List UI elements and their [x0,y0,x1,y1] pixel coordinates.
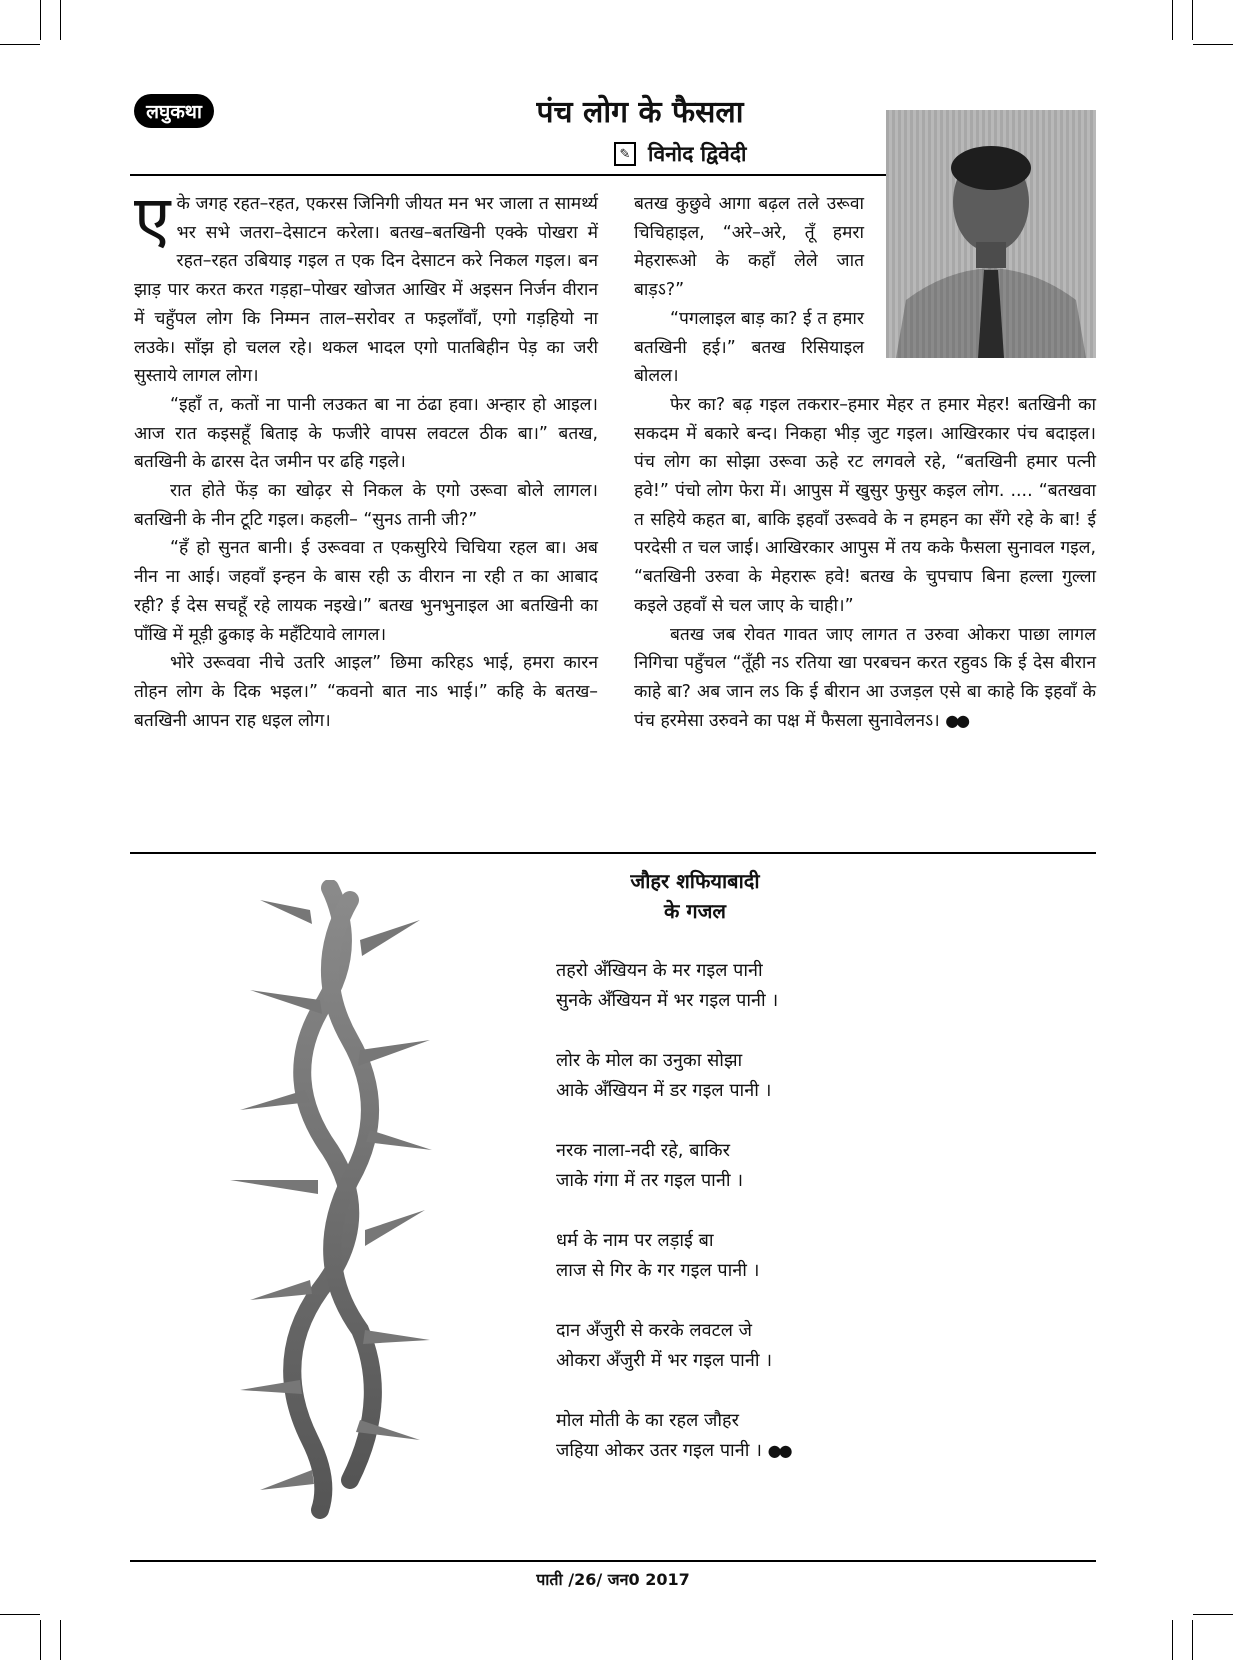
verse-line: जहिया ओकर उतर गइल पानी । ●● [556,1440,790,1461]
ghazal-heading [590,866,800,926]
thorny-branch-illustration [200,880,440,1520]
ghazal-title: के गजल [664,899,726,923]
crop-mark [1192,0,1193,40]
verse-line: नरक नाला-नदी रहे, बाकिर [556,1140,730,1161]
story-paragraph: बतख कुछुवे आगा बढ़ल तले उरूवा चिचिहाइल, “अरे–अरे, तूँ हमरा मेहरारूओ के कहाँ लेले जात बाड़ऽ?” [634,194,864,301]
story-paragraph: “हँ हो सुनत बानी। ई उरूववा त एकसुरिये चिचिया रहल बा। अब नीन ना आई। जहवाँ इन्हन के बास रही ऊ वीरान ना रही त का आबाद रही? ई देस सचहूँ रहे लायक नइखे।” बतख भुनभुनाइल आ बतखिनी का पाँखि में मूड़ी ढुकाइ के महँटियावे लागल। [134,538,598,645]
crop-mark [60,1620,61,1660]
verse-line: लोर के मोल का उनुका सोझा [556,1050,743,1071]
crop-mark [1192,1620,1193,1660]
author-byline [614,138,746,170]
end-mark: ●● [767,1441,790,1460]
story-column-2 [634,190,1096,735]
verse-line: ओकरा अँजुरी में भर गइल पानी । [556,1350,773,1371]
photo-wrap-spacer [864,190,1096,354]
verse-line: धर्म के नाम पर लड़ाई बा [556,1230,714,1251]
verse-line: लाज से गिर के गर गइल पानी । [556,1260,760,1281]
story-paragraph: एके जगह रहत–रहत, एकरस जिनिगी जीयत मन भर जाला त सामर्थ्य भर सभे जतरा–देसाटन करेला। बतख–बतखिनी एक्के पोखरा में रहत–रहत उबियाइ गइल त एक दिन देसाटन करे निकल गइल। बन झाड़ पार करत करत गड़हा–पोखर खोजत आखिर में अइसन निर्जन वीरान में चहुँपल लोग कि निम्मन ताल–सरोवर त फइलाँवाँ, एगो गड़हियो ना लउके। साँझ हो चलल रहे। थकल भादल एगो पातबिहीन पेड़ का जरी सुस्ताये लागल लोग। [134,181,598,387]
story-paragraph: रात होते फेंड़ का खोढ़र से निकल के एगो उरूवा बोले लागल। बतखिनी के नीन टूटि गइल। कहली– “सुनऽ तानी जी?” [134,481,598,530]
crop-mark [1172,1620,1173,1660]
crop-mark [0,1614,40,1615]
verse-line: दान अँजुरी से करके लवटल जे [556,1320,752,1341]
crop-mark [40,1620,41,1660]
couplet [556,1046,790,1106]
story-paragraph: फेर का? बढ़ गइल तकरार–हमार मेहर त हमार मेहर! बतखिनी का सकदम में बकारे बन्द। निकहा भीड़ जुट गइल। आखिरकार पंच बदाइल। पंच लोग का सोझा उरूवा ऊहे रट लगवले रहे, “बतखिनी हमार पत्नी हवे!” पंचो लोग फेरा में। आपुस में खुसुर फुसुर कइल लोग. .... “बतखवा त सहिये कहत बा, बाकि इहवाँ उरूववे के न हमहन का सँगे रहे के बा! ई परदेसी त चल जाई। आखिरकार आपुस में तय कके फैसला सुनावल गइल, “बतखिनी उरुवा के मेहरारू हवे! बतख के चुपचाप बिना हल्ला गुल्ला कइले उहवाँ से चल जाए के चाही।” [634,394,1096,616]
story-paragraph: “इहाँ त, कतों ना पानी लउकत बा ना ठंढा हवा। अन्हार हो आइल। आज रात कइसहूँ बिताइ के फजीरे वापस लवटल ठीक बा।” बतख, बतखिनी के ढारस देत जमीन पर ढहि गइले। [134,394,598,473]
crop-mark [1193,1614,1233,1615]
couplet [556,1316,790,1376]
crop-mark [1193,44,1233,45]
footer-rule [130,1560,1096,1562]
story-column-1 [134,181,598,735]
page-footer: पाती /26/ जन0 2017 [536,1570,690,1589]
couplet [556,1226,790,1286]
couplet [556,956,790,1016]
author-name: विनोद द्विवेदी [648,142,747,166]
couplet [556,1136,790,1196]
story-paragraph: बतख जब रोवत गावत जाए लागत त उरुवा ओकरा पाछा लागल निगिचा पहुँचल “तूँही नऽ रतिया खा परबचन करत रहुवऽ कि ई देस बीरान काहे बा? अब जान लऽ कि ई बीरान आ उजड़ल एसे बा काहे कि इहवाँ के पंच हरमेसा उरुवने का पक्ष में फैसला सुनावेलनऽ। ●● [634,624,1096,731]
section-rule [130,852,1096,854]
couplet [556,1406,790,1466]
ghazal-poet: जौहर शफियाबादी [630,869,760,893]
ghazal-body [556,956,790,1496]
story-title: पंच लोग के फैसला [536,95,744,130]
drop-cap: ए [134,181,171,258]
verse-line: जाके गंगा में तर गइल पानी । [556,1170,744,1191]
verse-line: मोल मोती के का रहल जौहर [556,1410,739,1431]
end-mark: ●● [945,710,968,730]
pen-icon: ✎ [614,142,636,166]
verse-line: आके अँखियन में डर गइल पानी । [556,1080,772,1101]
verse-line: सुनके अँखियन में भर गइल पानी । [556,990,779,1011]
crop-mark [40,0,41,40]
header-rule [130,174,886,176]
crop-mark [1172,0,1173,40]
crop-mark [60,0,61,40]
verse-line: तहरो अँखियन के मर गइल पानी [556,960,763,981]
story-paragraph: “पगलाइल बाड़ का? ई त हमार बतखिनी हई।” बतख रिसियाइल बोलल। [634,308,864,387]
story-paragraph: भोरे उरूववा नीचे उतरि आइल” छिमा करिहऽ भाई, हमरा कारन तोहन लोग के दिक भइल।” “कवनो बात नाऽ भाई।” कहि के बतख–बतखिनी आपन राह धइल लोग। [134,653,598,731]
crop-mark [0,44,40,45]
section-badge: लघुकथा [134,94,214,128]
